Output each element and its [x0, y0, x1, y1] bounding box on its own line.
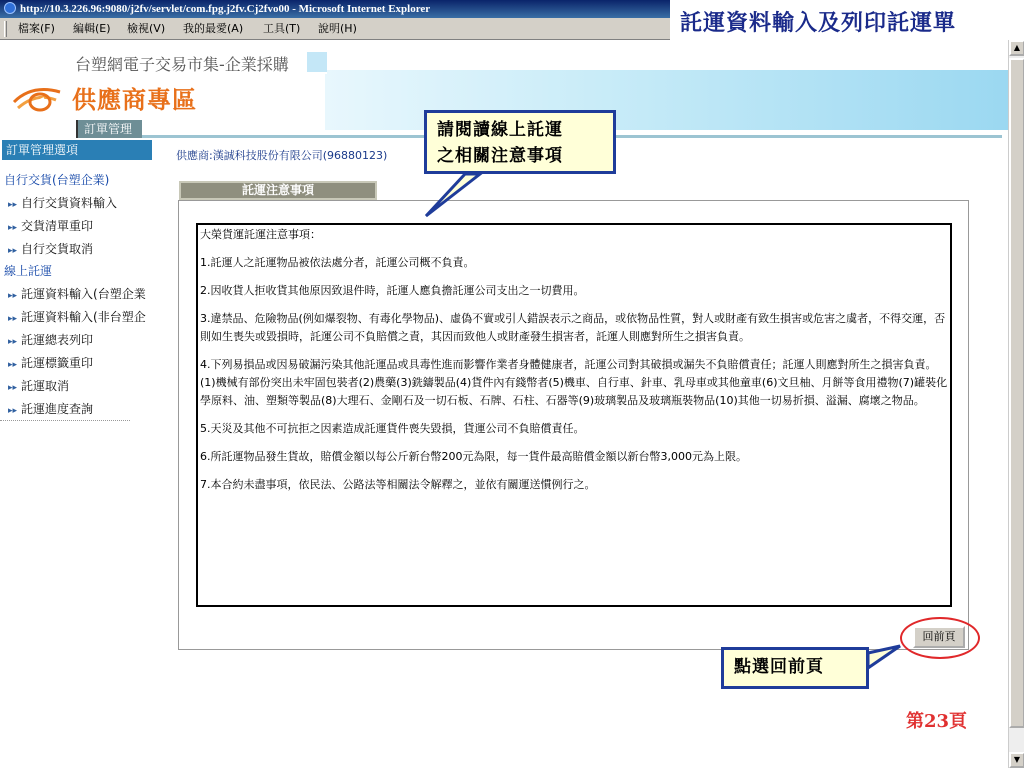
arrow-icon: ▸▸	[8, 314, 18, 324]
slide-page-number: 第23頁	[906, 711, 968, 732]
sidebar-item-label-reprint[interactable]	[0, 354, 158, 371]
sidebar-item-label: 託運資料輸入(台塑企業	[21, 287, 146, 301]
back-button[interactable]: 回前頁	[913, 626, 965, 648]
notice-item-6: 6.所託運物品發生貨故，賠償金額以每公斤新台幣200元為限，每一貨件最高賠償金額以新台幣3,000元為上限。	[200, 450, 747, 463]
sidebar-item-label: 託運取消	[21, 379, 70, 393]
callout-click-back: 點選回前頁	[721, 647, 869, 689]
notice-item-1: 1.託運人之託運物品被依法處分者，託運公司概不負責。	[200, 256, 475, 269]
vertical-scrollbar[interactable]	[1008, 40, 1024, 768]
menu-file[interactable]: 檔案(F)	[18, 22, 55, 35]
arrow-icon: ▸▸	[8, 360, 18, 370]
slide-title: 託運資料輸入及列印託運單	[680, 10, 957, 36]
window-title: http://10.3.226.96:9080/j2fv/servlet/com.fpg.j2fv.Cj2fvo00 - Microsoft Internet Explorer	[20, 3, 431, 15]
swirl-logo-icon	[12, 82, 62, 116]
scroll-thumb[interactable]	[1009, 58, 1024, 728]
menu-help[interactable]: 說明(H)	[318, 22, 357, 35]
ie-icon	[4, 2, 16, 14]
sidebar-item-self-delivery-input[interactable]	[0, 194, 158, 211]
sidebar-item-label: 託運進度查詢	[21, 402, 94, 416]
notice-item-5: 5.天災及其他不可抗拒之因素造成託運貨件喪失毀損，貨運公司不負賠償責任。	[200, 422, 585, 435]
scroll-down-icon[interactable]: ▼	[1009, 752, 1024, 768]
sidebar-item-shipping-progress[interactable]	[0, 400, 158, 417]
arrow-icon: ▸▸	[8, 246, 18, 256]
menu-favorites[interactable]: 我的最愛(A)	[183, 22, 244, 35]
notice-item-2: 2.因收貨人拒收貨其他原因致退件時，託運人應負擔託運公司支出之一切費用。	[200, 284, 585, 297]
arrow-icon: ▸▸	[8, 337, 18, 347]
sidebar-item-shipping-input-fpg[interactable]	[0, 285, 158, 302]
menu-view[interactable]: 檢視(V)	[127, 22, 166, 35]
menu-edit[interactable]: 編輯(E)	[73, 22, 111, 35]
notice-heading: 大榮貨運託運注意事項：	[200, 228, 321, 241]
arrow-icon: ▸▸	[8, 406, 18, 416]
market-header	[0, 50, 327, 74]
arrow-icon: ▸▸	[8, 200, 18, 210]
window-title-bar	[0, 0, 670, 18]
sidebar-item-label: 自行交貨取消	[21, 242, 94, 256]
menu-tools[interactable]: 工具(T)	[263, 22, 301, 35]
sidebar-item-shipping-cancel[interactable]	[0, 377, 158, 394]
sidebar-item-shipping-summary-print[interactable]	[0, 331, 158, 348]
toolbar-grip	[4, 21, 7, 37]
menu-bar	[0, 18, 670, 40]
sidebar-item-self-delivery-cancel[interactable]	[0, 240, 158, 257]
sidebar-item-label: 自行交貨資料輸入	[21, 196, 118, 210]
market-title: 台塑網電子交易市集-企業採購	[75, 55, 289, 74]
arrow-icon: ▸▸	[8, 223, 18, 233]
tab-order-management[interactable]: 訂單管理	[76, 120, 142, 138]
callout-read-notice	[424, 110, 616, 174]
notice-text-box	[196, 223, 952, 607]
sidebar-group-self-delivery[interactable]: 自行交貨(台塑企業)	[4, 173, 110, 187]
web-page	[0, 40, 1008, 768]
zone-title: 供應商專區	[72, 86, 197, 114]
sidebar	[0, 140, 160, 430]
sidebar-item-label: 交貨清單重印	[21, 219, 94, 233]
notice-item-4: 4.下列易損品或因易破漏污染其他託運品或具毒性進而影響作業者身體健康者，託運公司對其破損或漏失不負賠償責任；託運人則應對所生之損害負責。(1)機械有部份突出未牢固包裝者(2)農藥(3)銑鑄製品(4)貨件內有錢幣者(5)機車、自行車、針車、乳母車或其他童車(6)文旦柚、月餅等食用禮物(7)罐裝化學原料、油、塑類等製品(8)大理石、金剛石及一切石板、石牌、石柱、石器等(9)玻璃製品及玻璃瓶裝物品(10)其他一切易折損、溢漏、腐壞之物品。	[200, 358, 948, 407]
sidebar-divider	[0, 420, 130, 421]
notice-frame	[178, 200, 969, 650]
notice-tab: 託運注意事項	[179, 181, 377, 200]
arrow-icon: ▸▸	[8, 383, 18, 393]
vendor-info: 供應商:漢誠科技股份有限公司(96880123)	[176, 149, 388, 162]
callout-line-1: 請閱讀線上託運	[437, 120, 563, 140]
sidebar-item-label: 託運標籤重印	[21, 356, 94, 370]
market-tab-decoration	[307, 52, 327, 72]
sidebar-item-shipping-input-non-fpg[interactable]	[0, 308, 158, 325]
notice-item-7: 7.本合約未盡事項，依民法、公路法等相關法令解釋之，並依有關運送慣例行之。	[200, 478, 596, 491]
sidebar-item-label: 託運總表列印	[21, 333, 94, 347]
arrow-icon: ▸▸	[8, 291, 18, 301]
notice-item-3: 3.違禁品、危險物品(例如爆裂物、有毒化學物品)、虛偽不實或引人錯誤表示之商品，或依物品性質，對人或財產有致生損害或危害之虞者，不得交運，否則如生喪失或毀損時，託運公司不負賠償之責，其因而致他人或財產發生損害者，託運人則應對所生之損害負責。	[200, 312, 946, 343]
sidebar-header: 訂單管理選項	[2, 140, 152, 160]
sidebar-item-delivery-list-reprint[interactable]	[0, 217, 158, 234]
sidebar-item-label: 託運資料輸入(非台塑企	[21, 310, 146, 324]
callout-line-2: 之相關注意事項	[437, 146, 563, 166]
sidebar-group-online-shipping[interactable]: 線上託運	[4, 264, 53, 278]
scroll-up-icon[interactable]: ▲	[1009, 40, 1024, 56]
supplier-zone-logo[interactable]	[12, 78, 232, 120]
